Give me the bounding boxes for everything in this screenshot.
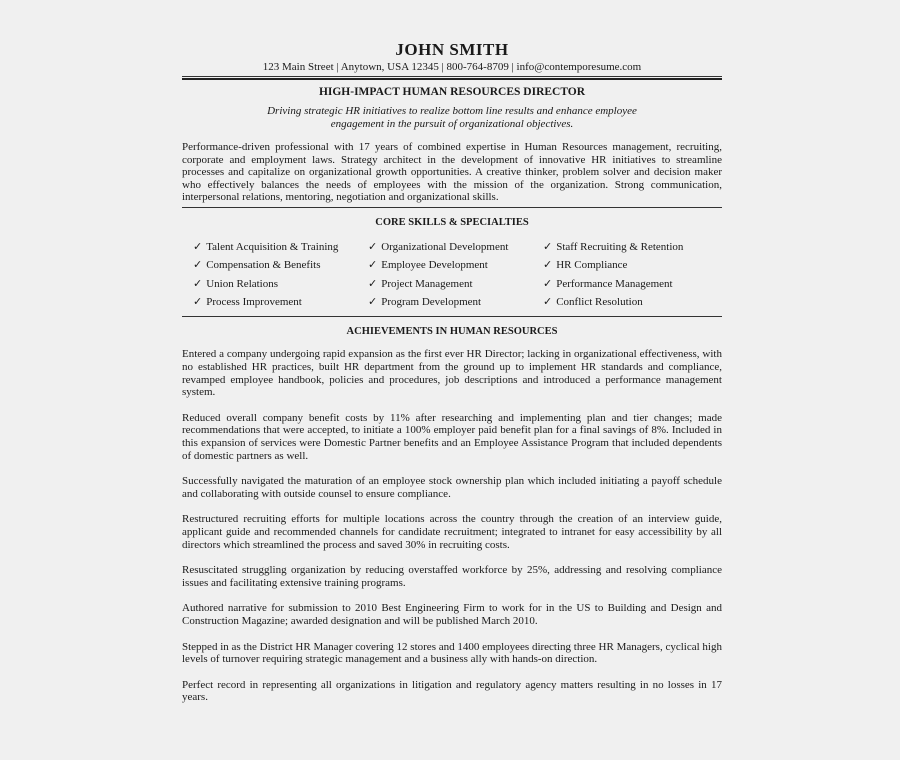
checkmark-icon: ✓ xyxy=(543,277,553,290)
checkmark-icon: ✓ xyxy=(543,259,553,272)
checkmark-icon: ✓ xyxy=(193,259,203,272)
tagline: Driving strategic HR initiatives to realize bottom line results and enhance employee engagement in the pursuit of organizational objectives. xyxy=(267,105,637,130)
skill-label: Performance Management xyxy=(556,277,673,290)
achievements-heading: ACHIEVEMENTS IN HUMAN RESOURCES xyxy=(346,326,558,338)
checkmark-icon: ✓ xyxy=(193,240,203,253)
skill-item xyxy=(193,259,368,272)
checkmark-icon: ✓ xyxy=(368,259,378,272)
skill-item xyxy=(543,241,733,254)
job-title: HIGH-IMPACT HUMAN RESOURCES DIRECTOR xyxy=(318,86,586,98)
resume-content xyxy=(182,40,722,717)
skill-label: Process Improvement xyxy=(206,296,302,309)
skills-grid xyxy=(182,241,722,310)
checkmark-icon: ✓ xyxy=(368,296,378,309)
skill-item xyxy=(193,296,368,309)
skill-label: Talent Acquisition & Training xyxy=(206,240,339,253)
achievement-paragraph: Resuscitated struggling organization by reducing overstaffed workforce by 25%, addressing and resolving compliance issues and facilitating extensive training programs. xyxy=(182,564,722,589)
skill-item xyxy=(543,296,733,309)
summary-paragraph: Performance-driven professional with 17 years of combined expertise in Human Resources management, recruiting, corporate and employment laws. Strategy architect in the development of innovative HR initiatives to streamline processes and capitalize on organizational growth opportunities. A creative thinker, problem solver and decision maker who effectively balances the needs of employees with the mission of the organization. Strong communication, interpersonal relations, mentoring, negotiation and organizational skills. xyxy=(182,141,722,204)
checkmark-icon: ✓ xyxy=(543,240,553,253)
checkmark-icon: ✓ xyxy=(193,277,203,290)
skills-top-rule xyxy=(182,207,722,208)
checkmark-icon: ✓ xyxy=(543,296,553,309)
skill-label: Compensation & Benefits xyxy=(206,259,321,272)
skill-label: Project Management xyxy=(381,277,473,290)
achievement-paragraph: Authored narrative for submission to 2010 Best Engineering Firm to work for in the US to Building and Design and Construction Magazine; awarded designation and will be published March 2010. xyxy=(182,602,722,627)
skill-label: Union Relations xyxy=(206,277,279,290)
skill-label: Organizational Development xyxy=(381,240,509,253)
achievement-paragraph: Reduced overall company benefit costs by 11% after researching and implementing plan and tier changes; made recommendations that were accepted, to initiate a 100% employer paid benefit plan for a final savings of 8%. Included in this expansion of services were Domestic Partner benefits and an Employee Assistance Program that included dependents of domestic partners as well. xyxy=(182,411,722,462)
skill-item xyxy=(368,278,543,291)
achievement-paragraph: Entered a company undergoing rapid expansion as the first ever HR Director; lacking in organizational effectiveness, with no established HR practices, built HR department from the ground up to implement HR standards and compliance, revamped employee handbook, policies and procedures, job descriptions and introduced a performance management system. xyxy=(182,348,722,399)
skill-label: HR Compliance xyxy=(556,259,628,272)
skill-item xyxy=(193,278,368,291)
achievement-paragraph: Successfully navigated the maturation of an employee stock ownership plan which included initiating a payoff schedule and collaborating with outside counsel to ensure compliance. xyxy=(182,475,722,500)
header-rule-thick xyxy=(182,78,722,80)
skill-item xyxy=(543,278,733,291)
checkmark-icon: ✓ xyxy=(368,277,378,290)
skill-item xyxy=(193,241,368,254)
skill-item xyxy=(368,259,543,272)
checkmark-icon: ✓ xyxy=(193,296,203,309)
skill-item xyxy=(368,241,543,254)
candidate-name: JOHN SMITH xyxy=(395,40,509,59)
skill-label: Conflict Resolution xyxy=(556,296,643,309)
skill-item xyxy=(368,296,543,309)
contact-line: 123 Main Street | Anytown, USA 12345 | 800-764-8709 | info@contemporesume.com xyxy=(262,61,642,73)
skills-heading: CORE SKILLS & SPECIALTIES xyxy=(375,216,529,228)
skill-label: Staff Recruiting & Retention xyxy=(556,240,684,253)
header-rule-thin xyxy=(182,76,722,77)
skill-item xyxy=(543,259,733,272)
skill-label: Employee Development xyxy=(381,259,488,272)
achievement-paragraph: Restructured recruiting efforts for multiple locations across the country through the creation of an interview guide, applicant guide and recommended channels for candidate recruitment; integrated to intranet for easy accessibility by all directors which streamlined the process and saved 30% in recruiting costs. xyxy=(182,513,722,551)
checkmark-icon: ✓ xyxy=(368,240,378,253)
achievement-paragraph: Perfect record in representing all organizations in litigation and regulatory agency matters resulting in no losses in 17 years. xyxy=(182,678,722,704)
achievement-paragraph: Stepped in as the District HR Manager covering 12 stores and 1400 employees directing three HR Managers, cyclical high levels of turnover requiring strategic management and a business ally with hands-on direction. xyxy=(182,640,722,666)
skill-label: Program Development xyxy=(381,296,482,309)
achievements-top-rule xyxy=(182,316,722,317)
